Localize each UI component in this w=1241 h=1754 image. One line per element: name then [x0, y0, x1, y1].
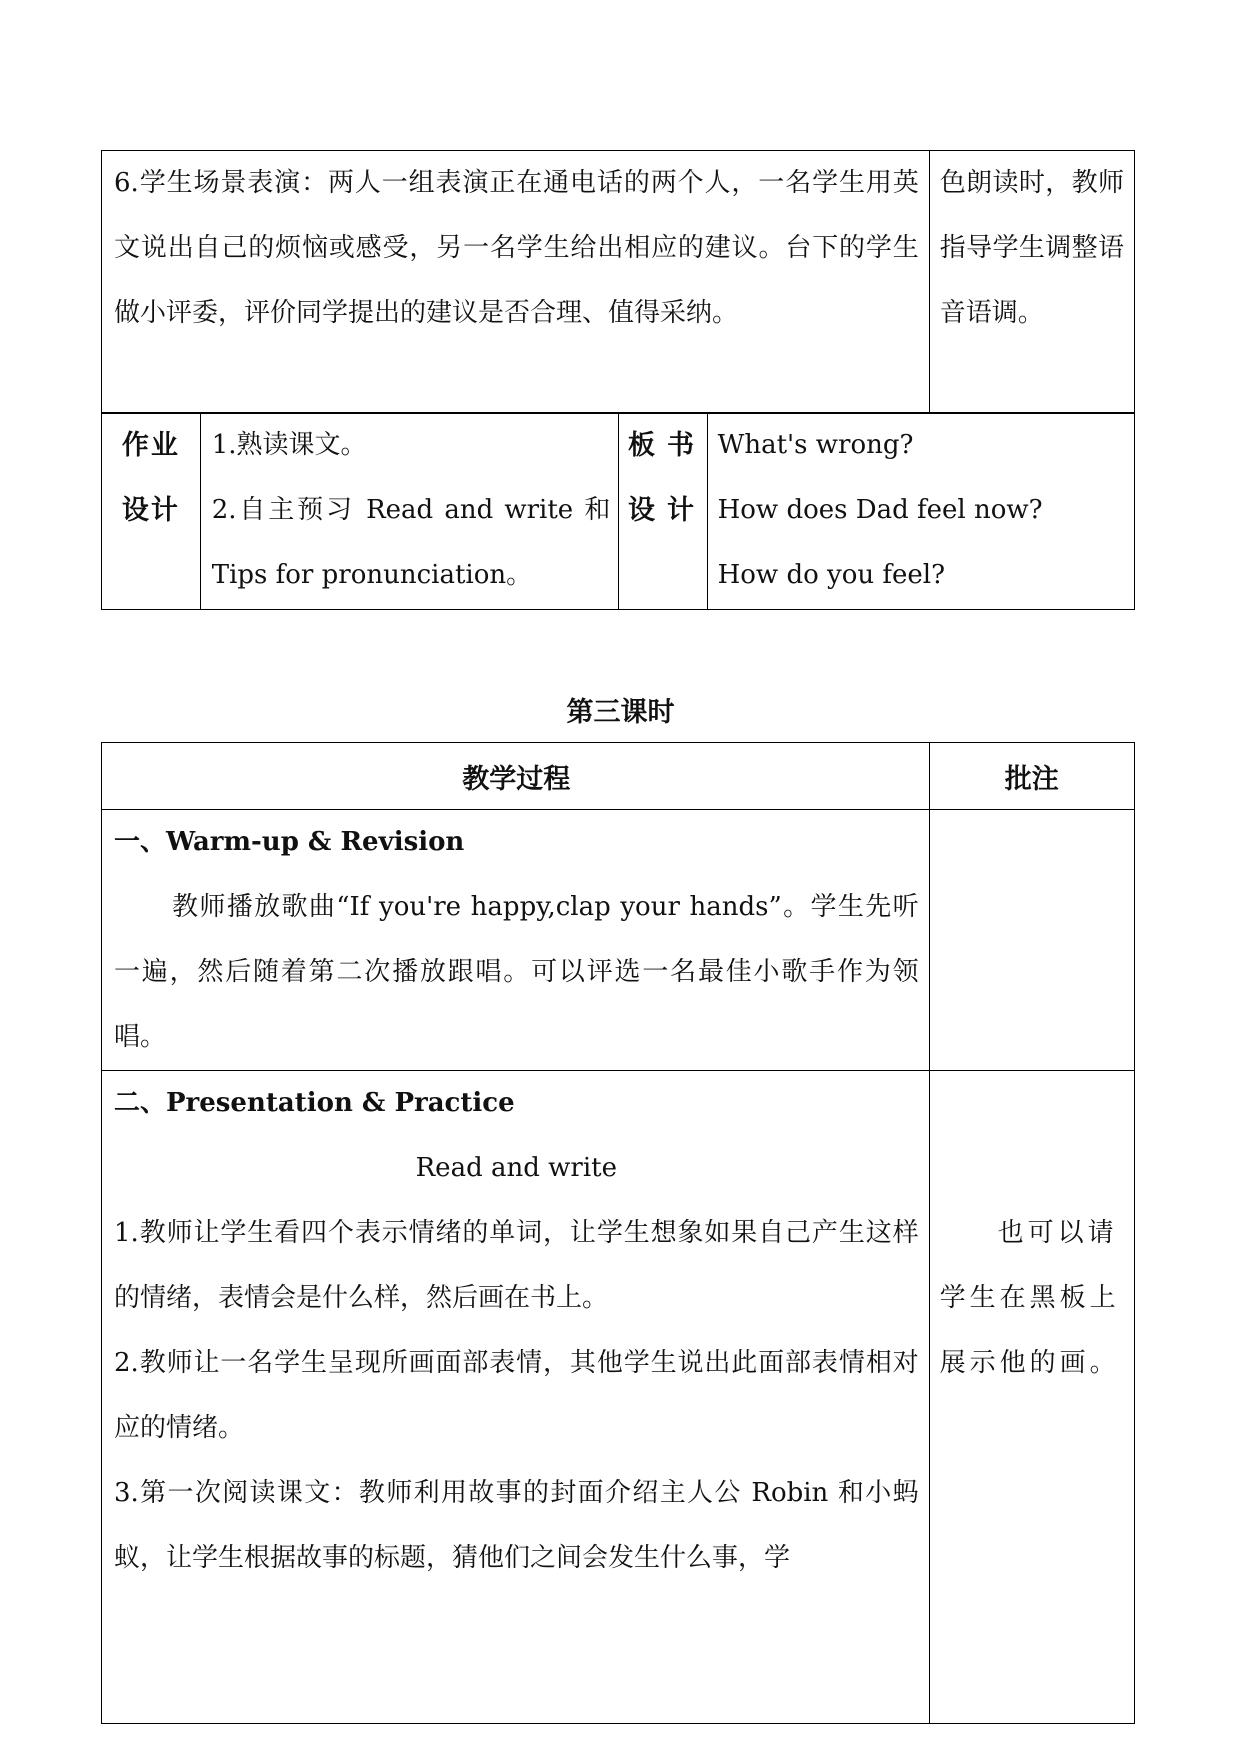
- table-header-row: [102, 743, 1135, 810]
- homework-label-line2: 设计: [121, 495, 180, 526]
- board-label-line2: 设计: [627, 495, 706, 526]
- homework-label-cell: [102, 413, 201, 610]
- header-notes: 批注: [1004, 763, 1059, 795]
- board-content-cell: [707, 413, 1134, 610]
- homework-item-1: 1.熟读课文。: [211, 430, 367, 460]
- table-row: [102, 151, 1135, 414]
- board-line-2: How does Dad feel now?: [717, 495, 1043, 525]
- homework-board-table: [101, 412, 1135, 610]
- board-line-3: How do you feel?: [717, 560, 946, 590]
- note-cell: [929, 151, 1134, 414]
- presentation-heading: 二、Presentation & Practice: [114, 1088, 515, 1118]
- presentation-step-1: 1.教师让学生看四个表示情绪的单词，让学生想象如果自己产生这样的情绪，表情会是什么样，然后画在书上。: [114, 1218, 919, 1313]
- presentation-subtitle: Read and write: [415, 1153, 617, 1183]
- header-process-cell: [102, 743, 930, 810]
- board-label-cell: [619, 413, 707, 610]
- table-row: [102, 810, 1135, 1071]
- warmup-heading: 一、Warm-up & Revision: [114, 827, 465, 857]
- warmup-note-cell: [929, 810, 1134, 1071]
- presentation-note-cell: [929, 1071, 1134, 1724]
- note-text: 色朗读时，教师指导学生调整语音语调。: [939, 168, 1124, 328]
- homework-content-cell: [200, 413, 619, 610]
- homework-item-2: 2.自主预习 Read and write 和 Tips for pronunciation。: [211, 495, 611, 590]
- homework-label-line1: 作业: [121, 430, 180, 461]
- warmup-cell: [102, 810, 930, 1071]
- table-row: [102, 413, 1135, 610]
- presentation-note: 也可以请学生在黑板上展示他的画。: [939, 1218, 1120, 1378]
- lesson-table-continued: [101, 150, 1135, 414]
- lesson-table: [101, 742, 1135, 1724]
- board-line-1: What's wrong?: [717, 430, 914, 460]
- header-notes-cell: [929, 743, 1134, 810]
- header-process: 教学过程: [462, 763, 571, 795]
- section-title: 第三课时: [566, 697, 675, 728]
- board-label-line1: 板书: [627, 430, 706, 461]
- presentation-cell: [102, 1071, 930, 1724]
- warmup-text: 教师播放歌曲“If you're happy,clap your hands”。学生先听一遍，然后随着第二次播放跟唱。可以评选一名最佳小歌手作为领唱。: [114, 892, 919, 1052]
- step-6-text: 6.学生场景表演：两人一组表演正在通电话的两个人，一名学生用英文说出自己的烦恼或感受，另一名学生给出相应的建议。台下的学生做小评委，评价同学提出的建议是否合理、值得采纳。: [114, 168, 919, 328]
- presentation-step-3: 3.第一次阅读课文：教师利用故事的封面介绍主人公 Robin 和小蚂蚁，让学生根据故事的标题，猜他们之间会发生什么事，学: [114, 1478, 919, 1573]
- table-row: [102, 1071, 1135, 1724]
- process-cell: [102, 151, 930, 414]
- presentation-step-2: 2.教师让一名学生呈现所画面部表情，其他学生说出此面部表情相对应的情绪。: [114, 1348, 919, 1443]
